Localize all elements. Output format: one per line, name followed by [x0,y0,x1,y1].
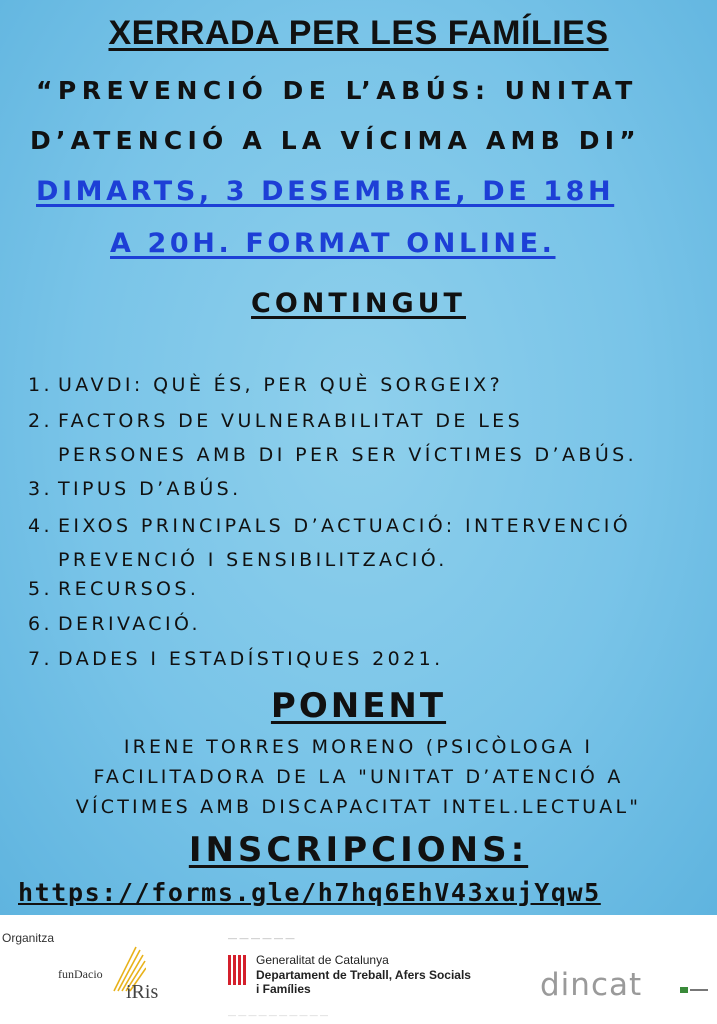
speaker-line-1: IRENE TORRES MORENO (PSICÒLOGA I [123,736,594,758]
item-text: EIXOS PRINCIPALS D’ACTUACIÓ: INTERVENCIÓ [58,515,632,537]
item-number: 6. [28,613,53,635]
department-name-line-1: Departament de Treball, Afers Socials [256,968,471,982]
contents-item [28,613,201,635]
item-number: 5. [28,578,53,600]
contents-item [28,478,242,500]
contents-item [28,578,199,600]
talk-title-line-1: “PREVENCIÓ DE L’ABÚS: UNITAT [36,76,638,105]
event-date-line-2: A 20H. FORMAT ONLINE. [110,228,556,259]
speaker-line-2: FACILITADORA DE LA "UNITAT D’ATENCIÓ A [93,766,624,788]
item-text: TIPUS D’ABÚS. [58,478,242,500]
item-text-continued: PERSONES AMB DI PER SER VÍCTIMES D’ABÚS. [58,444,638,466]
contents-item [28,404,637,472]
iris-foundation-prefix: funDacio [58,967,103,981]
senyera-icon [228,955,250,985]
registration-heading: INSCRIPCIONS: [188,830,529,870]
item-text-continued: PREVENCIÓ I SENSIBILITZACIÓ. [58,549,448,571]
speaker-line-3: VÍCTIMES AMB DISCAPACITAT INTEL.LECTUAL" [75,796,642,818]
generalitat-name: Generalitat de Catalunya [256,953,389,967]
fine-print: — — — — — — — — — — [228,1011,329,1020]
item-text: RECURSOS. [58,578,200,600]
dincat-logo: dincat [540,967,643,1003]
contents-heading: CONTINGUT [251,288,466,319]
partner-logo-icon [680,985,710,995]
item-number: 1. [28,374,53,396]
item-text: UAVDI: QUÈ ÉS, PER QUÈ SORGEIX? [58,374,504,396]
iris-foundation-name: iRis [126,981,159,1003]
item-text: FACTORS DE VULNERABILITAT DE LES [58,410,524,432]
poster-title: XERRADA PER LES FAMÍLIES [108,14,609,52]
sponsor-footer [0,915,717,1024]
event-date-line-1: DIMARTS, 3 DESEMBRE, DE 18H [36,176,615,207]
item-text: DERIVACIÓ. [58,613,201,635]
item-number: 3. [28,478,53,500]
organizer-label: Organitza [2,931,55,945]
item-text: DADES I ESTADÍSTIQUES 2021. [58,648,444,670]
speaker-heading: PONENT [270,686,447,726]
item-number: 2. [28,410,53,432]
iris-foundation-logo [58,945,188,1005]
talk-title-line-2: D’ATENCIÓ A LA VÍCIMA AMB DI” [30,126,641,155]
item-number: 7. [28,648,53,670]
support-label: — — — — — — [228,933,295,943]
department-name-line-2: i Famílies [256,982,311,996]
registration-link[interactable]: https://forms.gle/h7hq6EhV43xujYqw5 [18,878,601,907]
contents-item [28,509,631,577]
contents-item [28,648,444,670]
item-number: 4. [28,515,53,537]
contents-item [28,374,503,396]
